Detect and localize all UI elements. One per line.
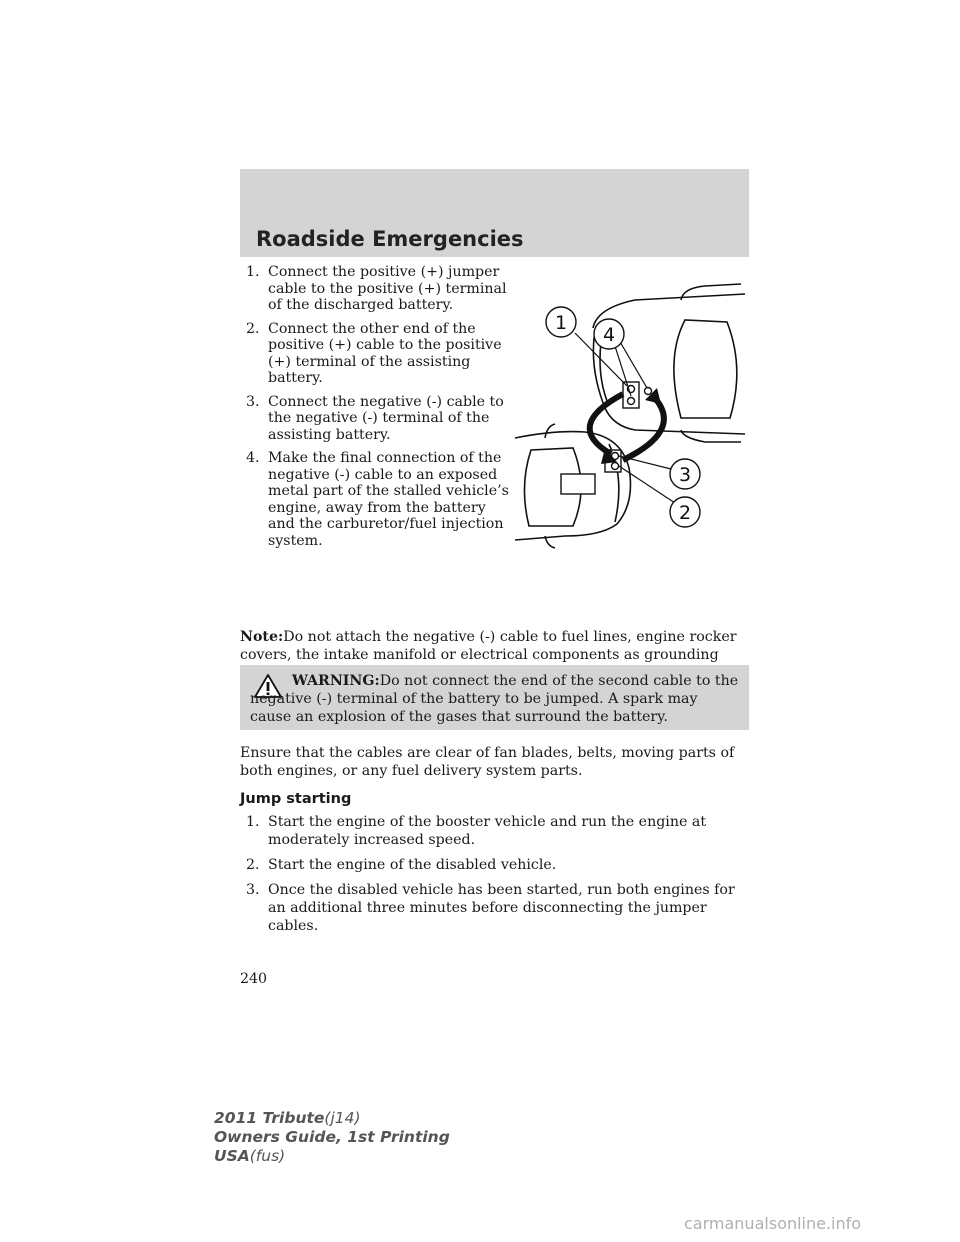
step-text: Make the final connection of the negative (-) cable to an exposed metal part of the stalled vehicle’s engine, away from the battery and the carburetor/fuel injection system. xyxy=(268,450,509,549)
footer-guide: Owners Guide, 1st Printing xyxy=(214,1128,450,1146)
connection-steps-list xyxy=(246,264,514,556)
step-number: 3. xyxy=(246,393,260,410)
list-item xyxy=(246,450,514,549)
warning-label: WARNING: xyxy=(292,673,380,689)
step-number: 2. xyxy=(246,320,260,337)
step-number: 2. xyxy=(246,857,260,873)
callout-label-4: 4 xyxy=(602,324,616,346)
step-text: Start the engine of the booster vehicle and run the engine at moderately increased speed. xyxy=(268,814,707,848)
step-text: Connect the negative (-) cable to the negative (-) terminal of the assisting battery. xyxy=(268,393,504,443)
step-text: Connect the positive (+) jumper cable to the positive (+) terminal of the discharged battery. xyxy=(268,264,507,313)
warning-box xyxy=(240,665,749,730)
callout-label-3: 3 xyxy=(678,464,692,486)
list-item xyxy=(246,881,752,935)
leader-line-4b xyxy=(619,340,647,388)
print-footer xyxy=(214,1109,450,1166)
site-watermark: carmanualsonline.info xyxy=(684,1214,862,1233)
jumper-cable-diagram xyxy=(505,278,745,552)
list-item xyxy=(246,394,514,444)
callout-label-2: 2 xyxy=(678,502,692,524)
section-title: Roadside Emergencies xyxy=(256,227,524,251)
note-label: Note: xyxy=(240,629,284,645)
list-item xyxy=(246,264,514,314)
list-item xyxy=(246,856,752,874)
page-number: 240 xyxy=(240,971,268,987)
warning-paragraph xyxy=(250,672,742,726)
footer-model-code: (j14) xyxy=(324,1109,361,1127)
step-text: Connect the other end of the positive (+) cable to the positive (+) terminal of the assisting battery. xyxy=(268,320,502,386)
leader-line-2 xyxy=(619,466,675,503)
footer-market: USA xyxy=(214,1147,250,1165)
note-text: Do not attach the negative (-) cable to fuel lines, engine rocker covers, the intake manifold or electrical components as grounding xyxy=(240,629,737,663)
step-number: 4. xyxy=(246,450,260,466)
assisting-vehicle-windshield xyxy=(674,320,737,418)
list-item xyxy=(246,813,752,849)
footer-market-code: (fus) xyxy=(249,1147,286,1165)
leader-line-4a xyxy=(613,340,631,396)
step-number: 1. xyxy=(246,264,260,280)
jump-starting-steps-list xyxy=(246,813,752,942)
list-item xyxy=(246,321,514,387)
footer-model: 2011 Tribute xyxy=(214,1109,325,1127)
stalled-vehicle-mirror xyxy=(545,424,555,548)
jump-starting-heading: Jump starting xyxy=(240,791,352,807)
step-text: Once the disabled vehicle has been started, run both engines for an additional three minutes before disconnecting the jumper cables. xyxy=(268,882,735,934)
step-text: Start the engine of the disabled vehicle. xyxy=(268,857,557,873)
section-header-band xyxy=(240,169,749,257)
step-number: 3. xyxy=(246,882,260,898)
assisting-vehicle-outline xyxy=(593,294,745,434)
callout-label-1: 1 xyxy=(554,312,568,334)
step-number: 1. xyxy=(246,814,260,830)
warning-text: Do not connect the end of the second cable to the negative (-) terminal of the battery to be jumped. A spark may cause an explosion of the gases that surround the battery. xyxy=(250,673,739,725)
cable-clearance-paragraph: Ensure that the cables are clear of fan blades, belts, moving parts of both engines, or any fuel delivery system parts. xyxy=(240,745,735,779)
